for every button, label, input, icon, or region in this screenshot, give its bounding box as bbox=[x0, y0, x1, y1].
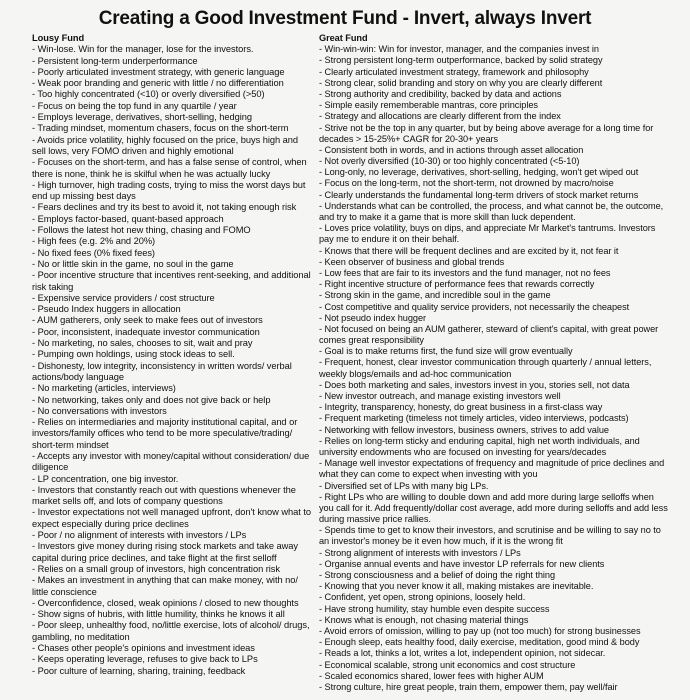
great-fund-item: - Strong consciousness and a belief of doing the right thing bbox=[319, 570, 556, 580]
great-fund-item: - Frequent marketing (timeless not timely articles, video interviews, podcasts) bbox=[319, 413, 629, 424]
great-fund-item: - Focus on the long-term, not the short-term, not drowned by macro/noise bbox=[319, 178, 614, 189]
great-fund-item: - Strategy and allocations are clearly different from the index bbox=[319, 111, 561, 122]
lousy-fund-item: - Accepts any investor with money/capital without consideration/ due diligence bbox=[32, 450, 310, 473]
great-fund-item: - Strong culture, hire great people, train them, empower them, pay well/fair bbox=[319, 681, 618, 692]
lousy-fund-item: - Employs leverage, derivatives, short-selling, hedging bbox=[32, 112, 252, 123]
lousy-fund-item: - Overconfidence, closed, weak opinions / closed to new thoughts bbox=[32, 597, 299, 608]
lousy-fund-item: - Win-lose. Win for the manager, lose for the investors. bbox=[32, 44, 254, 55]
great-fund-item: - Enough sleep, eats healthy food, daily exercise, meditation, good mind & body bbox=[319, 637, 640, 648]
great-fund-item: - Diversified set of LPs with many big LPs. bbox=[319, 480, 489, 491]
lousy-fund-item: - LP concentration, one big investor. bbox=[32, 473, 179, 484]
great-fund-item: - Organise annual events and have investor LP referrals for new clients bbox=[319, 558, 605, 569]
lousy-fund-item: - Focuses on the short-term, and has a false sense of control, when there is none, think he is skilful when he was actually lucky bbox=[32, 157, 307, 179]
lousy-fund-item: - Investors give money during rising stock markets and take away capital during price declines, and take flight at the first selloff bbox=[32, 541, 299, 563]
great-fund-item: - Clearly understands the fundamental long-term drivers of stock market returns bbox=[319, 189, 639, 200]
great-fund-column bbox=[319, 33, 669, 693]
lousy-fund-item: - Pumping own holdings, using stock ideas to sell. bbox=[32, 349, 235, 360]
great-fund-item: - Economical scalable, strong unit economics and cost structure bbox=[319, 659, 576, 670]
great-fund-item: - Have strong humility, stay humble even despite success bbox=[319, 603, 550, 614]
lousy-fund-item: - Relies on a small group of investors, high concentration risk bbox=[32, 563, 280, 574]
great-fund-item: - Scaled economics shared, lower fees with higher AUM bbox=[319, 670, 544, 681]
lousy-fund-item: - Investor expectations not well managed upfront, don't know what to expect especially during price declines bbox=[32, 507, 311, 529]
lousy-fund-item: - Keeps operating leverage, refuses to give back to LPs bbox=[32, 654, 258, 665]
great-fund-item: - Frequent, honest, clear investor communication through quarterly / annual letters, weekly blogs/emails and ad-hoc communication bbox=[319, 357, 652, 379]
great-fund-item: - Knows what is enough, not chasing material things bbox=[319, 614, 529, 625]
great-fund-item: - Reads a lot, thinks a lot, writes a lot, independent opinion, not sidecar. bbox=[319, 648, 606, 659]
great-fund-item: - Clearly articulated investment strategy, framework and philosophy bbox=[319, 66, 589, 77]
great-fund-item: - Strong clear, solid branding and story on why you are clearly different bbox=[319, 77, 603, 88]
great-fund-item: - Avoid errors of omission, willing to pay up (not too much) for strong businesses bbox=[319, 625, 641, 636]
great-fund-item: - Long-only, no leverage, derivatives, short-selling, hedging, won't get wiped out bbox=[319, 167, 639, 178]
lousy-fund-item: - No networking, takes only and does not give back or help bbox=[32, 394, 271, 405]
great-fund-heading: Great Fund bbox=[319, 33, 368, 43]
lousy-fund-list bbox=[32, 44, 312, 677]
great-fund-item: - Low fees that are fair to its investors and the fund manager, not no fees bbox=[319, 267, 611, 278]
great-fund-item: - Does both marketing and sales, investors invest in you, stories sell, not data bbox=[319, 379, 630, 390]
great-fund-item: - Knowing that you never know it all, making mistakes are inevitable. bbox=[319, 581, 594, 592]
great-fund-item: - Consistent both in words, and in actions through asset allocation bbox=[319, 144, 584, 155]
great-fund-item: - Win-win-win: Win for investor, manager, and the companies invest in bbox=[319, 44, 599, 55]
lousy-fund-item: - No or little skin in the game, no soul in the game bbox=[32, 258, 234, 269]
great-fund-item: - Loves price volatility, buys on dips, and appreciate Mr Market's tantrums. Investors pay me to endure it on their behalf. bbox=[319, 223, 656, 245]
lousy-fund-item: - Chases other people's opinions and investment ideas bbox=[32, 643, 255, 654]
great-fund-item: - Strong alignment of interests with investors / LPs bbox=[319, 547, 521, 558]
lousy-fund-item: - Show signs of hubris, with little humility, thinks he knows it all bbox=[32, 609, 285, 620]
great-fund-item: - Goal is to make returns first, the fund size will grow eventually bbox=[319, 346, 573, 357]
great-fund-item: - Knows that there will be frequent declines and are excited by it, not fear it bbox=[319, 245, 619, 256]
lousy-fund-item: - Focus on being the top fund in any quartile / year bbox=[32, 100, 237, 111]
great-fund-item: - Cost competitive and quality service providers, not necessarily the cheapest bbox=[319, 301, 630, 312]
great-fund-item: - Understands what can be controlled, the process, and what cannot be, the outcome, and try to make it a game that is more skill than luck dependent. bbox=[319, 200, 664, 222]
great-fund-item: - Strong authority and credibility, backed by data and actions bbox=[319, 88, 562, 99]
lousy-fund-item: - Avoids price volatility, highly focused on the price, buys high and sell lows, very FOMO driven and highly emotional bbox=[32, 134, 298, 156]
great-fund-item: - Strive not be the top in any quarter, but by being above average for a long time for decades > 15-25%+ CAGR for 20-30+ years bbox=[319, 122, 654, 144]
great-fund-item: - Manage well investor expectations of frequency and magnitude of price declines and what they can come to expect when investing with you bbox=[319, 458, 665, 480]
lousy-fund-item: - Employs factor-based, quant-based approach bbox=[32, 213, 224, 224]
lousy-fund-item: - Relies on intermediaries and majority institutional capital, and or investors/family offices who tend to be more speculative/trading/ short-term mindset bbox=[32, 417, 298, 450]
lousy-fund-item: - Poor incentive structure that incentives rent-seeking, and additional risk taking bbox=[32, 270, 311, 292]
lousy-fund-item: - Too highly concentrated (<10) or overly diversified (>50) bbox=[32, 89, 265, 100]
lousy-fund-heading: Lousy Fund bbox=[32, 33, 85, 43]
great-fund-item: - Networking with fellow investors, business owners, strives to add value bbox=[319, 424, 609, 435]
great-fund-item: - Keen observer of business and global trends bbox=[319, 256, 505, 267]
lousy-fund-item: - Follows the latest hot new thing, chasing and FOMO bbox=[32, 225, 251, 236]
lousy-fund-item: - AUM gatherers, only seek to make fees out of investors bbox=[32, 315, 263, 326]
great-fund-item: - Not overly diversified (10-30) or too highly concentrated (<5-10) bbox=[319, 156, 580, 167]
great-fund-item: - Not focused on being an AUM gatherer, steward of client's capital, with great power comes great responsibility bbox=[319, 323, 659, 346]
lousy-fund-item: - Trading mindset, momentum chasers, focus on the short-term bbox=[32, 123, 289, 134]
lousy-fund-item: - Pseudo Index huggers in allocation bbox=[32, 304, 181, 315]
lousy-fund-item: - Investors that constantly reach out with questions whenever the market sells off, and lots of company questions bbox=[32, 484, 296, 507]
great-fund-item: - Confident, yet open, strong opinions, loosely held. bbox=[319, 592, 526, 603]
lousy-fund-item: - No conversations with investors bbox=[32, 405, 167, 416]
lousy-fund-item: - Poor, inconsistent, inadequate investor communication bbox=[32, 326, 260, 337]
great-fund-item: - Not pseudo index hugger bbox=[319, 312, 427, 323]
great-fund-item: - New investor outreach, and manage existing investors well bbox=[319, 391, 561, 401]
lousy-fund-item: - Poor sleep, unhealthy food, no/little exercise, lots of alcohol/ drugs, gambling, no meditation bbox=[32, 620, 310, 642]
lousy-fund-item: - Makes an investment in anything that can make money, with no/ little conscience bbox=[32, 575, 298, 597]
lousy-fund-item: - Weak poor branding and generic with little / no differentiation bbox=[32, 78, 284, 89]
great-fund-item: - Right LPs who are willing to double down and add more during large selloffs when you call for it. Add frequently/dollar cost average, add more during selloffs and add less during massive price rallies. bbox=[319, 491, 668, 525]
lousy-fund-item: - No marketing (articles, interviews) bbox=[32, 383, 176, 394]
great-fund-item: - Simple easily rememberable mantras, core principles bbox=[319, 100, 538, 111]
lousy-fund-item: - High fees (e.g. 2% and 20%) bbox=[32, 236, 156, 247]
lousy-fund-column bbox=[32, 33, 312, 677]
great-fund-item: - Right incentive structure of performance fees that rewards correctly bbox=[319, 279, 595, 290]
great-fund-item: - Spends time to get to know their investors, and scrutinise and be willing to say no to an investor's money be it even how much, if it is the wrong fit bbox=[319, 525, 661, 547]
great-fund-item: - Relies on long-term sticky and enduring capital, high net worth individuals, and university endowments who are focused on investing for years/decades bbox=[319, 435, 640, 457]
lousy-fund-item: - Dishonesty, low integrity, inconsistency in written words/ verbal actions/body language bbox=[32, 360, 292, 382]
lousy-fund-item: - Poor / no alignment of interests with investors / LPs bbox=[32, 530, 247, 541]
page-title: Creating a Good Investment Fund - Invert, always Invert bbox=[98, 8, 592, 29]
great-fund-item: - Integrity, transparency, honesty, do great business in a first-class way bbox=[319, 402, 603, 413]
lousy-fund-item: - No fixed fees (0% fixed fees) bbox=[32, 247, 155, 258]
lousy-fund-item: - High turnover, high trading costs, trying to miss the worst days but end up missing best days bbox=[32, 179, 306, 202]
lousy-fund-item: - Fears declines and try its best to avoid it, not taking enough risk bbox=[32, 202, 297, 213]
lousy-fund-item: - Poorly articulated investment strategy, with generic language bbox=[32, 66, 285, 77]
great-fund-item: - Strong skin in the game, and incredible soul in the game bbox=[319, 290, 551, 301]
lousy-fund-item: - Poor culture of learning, sharing, training, feedback bbox=[32, 665, 246, 676]
lousy-fund-item: - Expensive service providers / cost structure bbox=[32, 292, 215, 303]
lousy-fund-item: - Persistent long-term underperformance bbox=[32, 55, 198, 66]
lousy-fund-item: - No marketing, no sales, chooses to sit, wait and pray bbox=[32, 338, 253, 349]
great-fund-item: - Strong persistent long-term outperformance, backed by solid strategy bbox=[319, 55, 603, 66]
great-fund-list bbox=[319, 44, 669, 693]
